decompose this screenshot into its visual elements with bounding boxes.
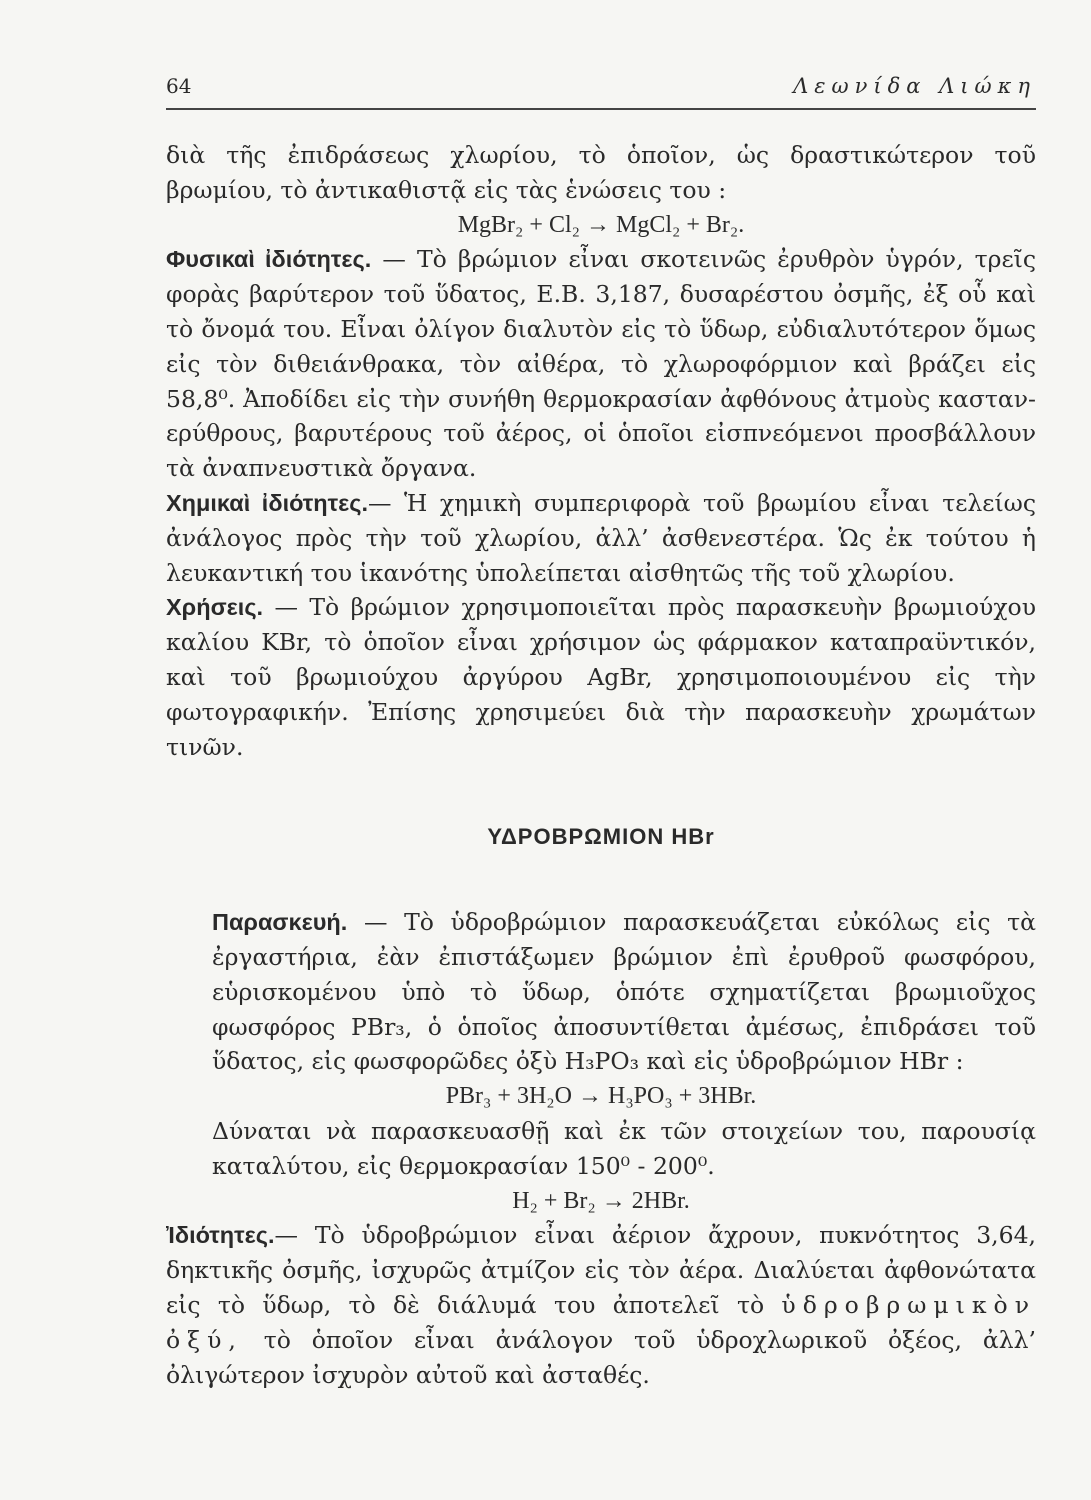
text-properties-a: — Τὸ ὑδροβρώμιον εἶναι ἀέριον ἄχρουν, πυκνότητος 3,64, δηκτικῆς ὀσμῆς, ἰσχυρῶς ἀτμίζον εἰς τὸν ἀέρα. Διαλύεται ἀφθονώτατα εἰς τὸ ὕδωρ, τὸ δὲ διάλυμά του ἀποτελεῖ τὸ	[166, 1221, 1036, 1319]
text-uses: — Τὸ βρώμιον χρησιμοποιεῖται πρὸς παρασκευὴν βρωμιούχου καλίου KBr, τὸ ὁποῖον εἶναι χρήσιμον ὡς φάρμακον καταπραϋντικόν, καὶ τοῦ βρωμιούχου ἀργύρου AgBr, χρησιμοποιουμένου εἰς τὴν φωτογραφικήν. Ἐπίσης χρησιμεύει διὰ τὴν παρασκευὴν χρωμάτων τινῶν.	[166, 593, 1036, 761]
section-title-hydrobromic: ΥΔΡΟΒΡΩΜΙΟΝ HBr	[487, 824, 715, 850]
paragraph-properties	[166, 1218, 1036, 1392]
paragraph-physical-properties	[166, 242, 1036, 486]
heading-physical-properties: Φυσικαὶ ἰδιότητες.	[166, 246, 372, 273]
text-properties-spaced: ὑδροβρωμικὸν ὀξύ,	[166, 1290, 1036, 1354]
paragraph-bromine-preparation-end: διὰ τῆς ἐπιδράσεως χλωρίου, τὸ ὁποῖον, ὡς δραστικώτερον τοῦ βρωμίου, τὸ ἀντικαθιστᾷ εἰς τὰς ἑνώσεις του :	[166, 141, 1036, 204]
heading-chemical-properties: Χημικαὶ ἰδιότητες.	[166, 489, 369, 516]
text-physical-properties: — Τὸ βρώμιον εἶναι σκοτεινῶς ἐρυθρὸν ὑγρόν, τρεῖς φορὰς βαρύτερον τοῦ ὕδατος, Ε.Β. 3,187, δυσαρέστου ὀσμῆς, ἐξ οὗ καὶ τὸ ὄνομά του. Εἶναι ὀλίγον διαλυτὸν εἰς τὸ ὕδωρ, εὐδιαλυτότερον ὅμως εἰς τὸν διθειάνθρακα, τὸν αἰθέρα, τὸ χλωροφόρμιον καὶ βράζει εἰς 58,8⁰. Ἀποδίδει εἰς τὴν συνήθη θερμοκρασίαν ἀφθόνους ἀτμοὺς καστανερύθρους, βαρυτέρους τοῦ ἀέρος, οἱ ὁποῖοι εἰσπνεόμενοι προσβάλλουν τὰ ἀναπνευστικὰ ὄργανα.	[166, 245, 1036, 483]
paragraph-catalyst: Δύναται νὰ παρασκευασθῇ καὶ ἐκ τῶν στοιχείων του, παρουσίᾳ καταλύτου, εἰς θερμοκρασίαν 150⁰ - 200⁰.	[212, 1116, 1036, 1180]
heading-properties: Ἰδιότητες.	[166, 1222, 275, 1249]
paragraph-chemical-properties	[166, 486, 1036, 590]
equation-h2-br2: H₂ + Br₂ → 2HBr.	[512, 1187, 690, 1214]
page-body	[166, 138, 1036, 1392]
paragraph-uses	[166, 590, 1036, 764]
page-number: 64	[166, 74, 192, 98]
text-chemical-properties: — Ἡ χημικὴ συμπεριφορὰ τοῦ βρωμίου εἶναι τελείως ἀνάλογος πρὸς τὴν τοῦ χλωρίου, ἀλλ’ ἀσθενεστέρα. Ὡς ἐκ τούτου ἡ λευκαντική του ἱκανότης ὑπολείπεται αἰσθητῶς τῆς τοῦ χλωρίου.	[166, 488, 1036, 587]
page-header	[166, 74, 1036, 104]
heading-uses: Χρήσεις.	[166, 594, 264, 621]
running-title: Λεωνίδα Λιώκη	[793, 74, 1036, 98]
equation-pbr3: PBr₃ + 3H₂O → H₃PO₃ + 3HBr.	[445, 1083, 757, 1110]
text-properties-b: τὸ ὁποῖον εἶναι ἀνάλογον τοῦ ὑδροχλωρικοῦ ὀξέος, ἀλλ’ ὀλιγώτερον ἰσχυρὸν αὐτοῦ καὶ ἀσταθές.	[166, 1325, 1036, 1389]
paragraph-preparation	[166, 905, 1036, 1079]
equation-mgbr2: MgBr₂ + Cl₂ → MgCl₂ + Br₂.	[457, 211, 745, 238]
text-preparation: — Τὸ ὑδροβρώμιον παρασκευάζεται εὐκόλως εἰς τὰ ἐργαστήρια, ἐὰν ἐπιστάξωμεν βρώμιον ἐπὶ ἐρυθροῦ φωσφόρου, εὑρισκομένου ὑπὸ τὸ ὕδωρ, ὁπότε σχηματίζεται βρωμιοῦχος φωσφόρος PBr₃, ὁ ὁποῖος ἀποσυντίθεται ἀμέσως, ἐπιδράσει τοῦ ὕδατος, εἰς φωσφορῶδες ὀξὺ H₃PO₃ καὶ εἰς ὑδροβρώμιον HBr :	[212, 908, 1036, 1076]
heading-preparation: Παρασκευή.	[212, 909, 348, 936]
header-rule	[166, 108, 1036, 110]
